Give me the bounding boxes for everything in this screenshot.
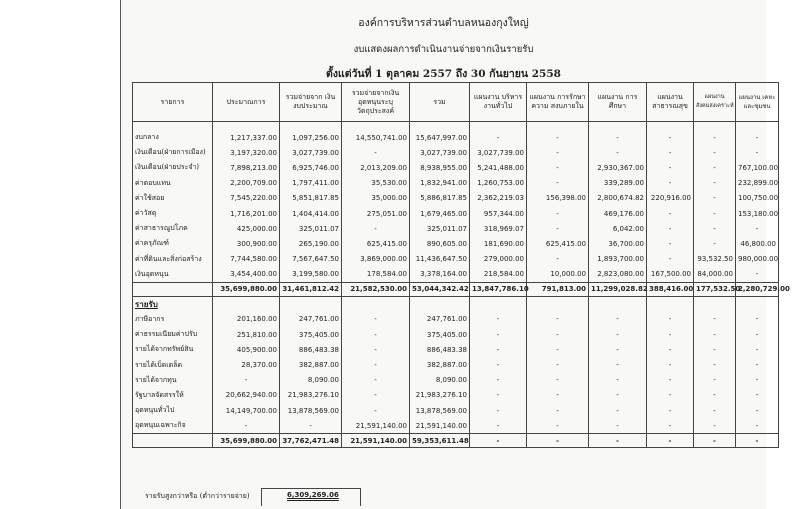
- cell-value: -: [589, 434, 647, 448]
- cell-value: 980,000.00: [736, 252, 779, 267]
- cell-value: 265,190.00: [280, 236, 342, 251]
- cell-value: 21,591,140.00: [342, 418, 410, 434]
- table-row: [133, 327, 779, 342]
- expense-section: [133, 122, 779, 283]
- report-title: งบแสดงผลการดำเนินงานจ่ายจากเงินรายรับ: [353, 44, 534, 55]
- cell-value: 14,149,700.00: [213, 403, 280, 418]
- cell-value: 2,823,080.00: [589, 267, 647, 283]
- cell-value: -: [736, 221, 779, 236]
- expense-total-row: [133, 282, 779, 296]
- cell-value: 251,810.00: [213, 327, 280, 342]
- cell-value: -: [647, 373, 694, 388]
- row-label: เงินเดือน(ฝ่ายการเมือง): [133, 145, 213, 160]
- row-label: ค่าวัสดุ: [133, 206, 213, 221]
- cell-value: -: [736, 342, 779, 357]
- row-label: [133, 434, 213, 448]
- cell-value: 21,983,276.10: [280, 388, 342, 403]
- cell-value: -: [589, 403, 647, 418]
- col-header: รายการ: [133, 83, 213, 122]
- cell-value: 31,461,812.42: [280, 282, 342, 296]
- cell-value: 382,887.00: [280, 357, 342, 372]
- cell-value: -: [527, 403, 589, 418]
- cell-value: -: [694, 403, 736, 418]
- row-label: ค่าครุภัณฑ์: [133, 236, 213, 251]
- table-row: [133, 145, 779, 160]
- cell-value: -: [342, 221, 410, 236]
- row-label: รายได้เบ็ดเตล็ด: [133, 357, 213, 372]
- cell-value: -: [527, 418, 589, 434]
- row-label: ค่าใช้สอย: [133, 191, 213, 206]
- cell-value: -: [470, 418, 527, 434]
- cell-value: -: [694, 357, 736, 372]
- cell-value: -: [280, 418, 342, 434]
- income-section-label: รายรับ: [135, 299, 158, 309]
- cell-value: -: [647, 145, 694, 160]
- cell-value: -: [647, 403, 694, 418]
- cell-value: -: [527, 357, 589, 372]
- cell-value: -: [589, 312, 647, 327]
- cell-value: -: [647, 418, 694, 434]
- cell-value: -: [342, 145, 410, 160]
- table-row: [133, 357, 779, 372]
- cell-value: 37,762,471.48: [280, 434, 342, 448]
- cell-value: -: [694, 191, 736, 206]
- cell-value: -: [342, 312, 410, 327]
- cell-value: -: [647, 206, 694, 221]
- cell-value: -: [342, 327, 410, 342]
- cell-value: 2,013,209.00: [342, 160, 410, 175]
- cell-value: 375,405.00: [410, 327, 470, 342]
- cell-value: 469,176.00: [589, 206, 647, 221]
- cell-value: -: [527, 176, 589, 191]
- cell-value: -: [589, 357, 647, 372]
- cell-value: 20,662,940.00: [213, 388, 280, 403]
- cell-value: -: [694, 373, 736, 388]
- cell-value: 21,983,276.10: [410, 388, 470, 403]
- cell-value: 318,969.07: [470, 221, 527, 236]
- row-label: ค่าที่ดินและสิ่งก่อสร้าง: [133, 252, 213, 267]
- report-sheet: [120, 0, 790, 509]
- cell-value: 767,100.00: [736, 160, 779, 175]
- cell-value: -: [736, 267, 779, 283]
- col-header: รวมจ่ายจากเงิน อุดหนุนระบุ วัตถุประสงค์: [342, 83, 410, 122]
- table-row: [133, 130, 779, 145]
- cell-value: 15,647,997.00: [410, 130, 470, 145]
- cell-value: 279,000.00: [470, 252, 527, 267]
- cell-value: 220,916.00: [647, 191, 694, 206]
- cell-value: 2,200,709.00: [213, 176, 280, 191]
- cell-value: -: [736, 312, 779, 327]
- col-header: แผนงาน เคหะและชุมชน: [736, 83, 779, 122]
- cell-value: -: [470, 357, 527, 372]
- cell-value: 53,044,342.42: [410, 282, 470, 296]
- cell-value: -: [470, 373, 527, 388]
- cell-value: 625,415.00: [342, 236, 410, 251]
- cell-value: -: [694, 176, 736, 191]
- cell-value: -: [694, 327, 736, 342]
- table-row: [133, 236, 779, 251]
- cell-value: 3,454,400.00: [213, 267, 280, 283]
- cell-value: 1,217,337.00: [213, 130, 280, 145]
- cell-value: 28,370.00: [213, 357, 280, 372]
- cell-value: -: [694, 312, 736, 327]
- cell-value: 1,893,700.00: [589, 252, 647, 267]
- table-row: [133, 206, 779, 221]
- row-label: [133, 282, 213, 296]
- spacer-row: [133, 122, 779, 131]
- cell-value: -: [527, 130, 589, 145]
- cell-value: -: [694, 418, 736, 434]
- cell-value: -: [694, 434, 736, 448]
- balance-value: 6,309,269.06: [287, 491, 339, 499]
- col-header: แผนงาน การรักษาความ สงบภายใน: [527, 83, 589, 122]
- cell-value: -: [694, 342, 736, 357]
- cell-value: 8,090.00: [410, 373, 470, 388]
- cell-value: -: [527, 342, 589, 357]
- cell-value: 7,744,580.00: [213, 252, 280, 267]
- table-row: [133, 388, 779, 403]
- cell-value: -: [470, 130, 527, 145]
- col-header: แผนงาน สังคมสงเคราะห์: [694, 83, 736, 122]
- cell-value: 6,925,746.00: [280, 160, 342, 175]
- cell-value: -: [342, 373, 410, 388]
- cell-value: -: [694, 388, 736, 403]
- cell-value: 167,500.00: [647, 267, 694, 283]
- cell-value: -: [589, 130, 647, 145]
- cell-value: 247,761.00: [280, 312, 342, 327]
- cell-value: 1,716,201.00: [213, 206, 280, 221]
- report-period: ตั้งแต่วันที่ 1 ตุลาคม 2557 ถึง 30 กันยายน 2558: [326, 68, 561, 80]
- cell-value: 5,241,488.00: [470, 160, 527, 175]
- table-row: [133, 403, 779, 418]
- cell-value: 35,699,880.00: [213, 282, 280, 296]
- table-row: [133, 418, 779, 434]
- cell-value: -: [736, 418, 779, 434]
- cell-value: 14,550,741.00: [342, 130, 410, 145]
- cell-value: 35,699,880.00: [213, 434, 280, 448]
- col-header: รวมจ่ายจาก เงินงบประมาณ: [280, 83, 342, 122]
- cell-value: 1,260,753.00: [470, 176, 527, 191]
- cell-value: -: [647, 342, 694, 357]
- cell-value: -: [470, 388, 527, 403]
- cell-value: 46,800.00: [736, 236, 779, 251]
- cell-value: -: [694, 130, 736, 145]
- col-header: แผนงาน การศึกษา: [589, 83, 647, 122]
- cell-value: 425,000.00: [213, 221, 280, 236]
- row-label: งบกลาง: [133, 130, 213, 145]
- cell-value: -: [736, 434, 779, 448]
- cell-value: -: [736, 357, 779, 372]
- cell-value: -: [647, 221, 694, 236]
- cell-value: 35,000.00: [342, 191, 410, 206]
- cell-value: -: [694, 236, 736, 251]
- cell-value: 3,027,739.00: [470, 145, 527, 160]
- cell-value: -: [470, 342, 527, 357]
- col-header: แผนงาน บริหารงานทั่วไป: [470, 83, 527, 122]
- col-header: ประมาณการ: [213, 83, 280, 122]
- cell-value: 886,483.38: [410, 342, 470, 357]
- cell-value: 3,197,320.00: [213, 145, 280, 160]
- row-label: เงินเดือน(ฝ่ายประจำ): [133, 160, 213, 175]
- cell-value: 11,299,028.82: [589, 282, 647, 296]
- cell-value: 247,761.00: [410, 312, 470, 327]
- row-label: รัฐบาลจัดสรรให้: [133, 388, 213, 403]
- cell-value: -: [647, 434, 694, 448]
- table-row: [133, 373, 779, 388]
- row-label: รายได้จากทุน: [133, 373, 213, 388]
- cell-value: 35,530.00: [342, 176, 410, 191]
- cell-value: 13,878,569.00: [410, 403, 470, 418]
- cell-value: -: [527, 327, 589, 342]
- cell-value: -: [589, 145, 647, 160]
- cell-value: -: [736, 403, 779, 418]
- cell-value: -: [647, 236, 694, 251]
- cell-value: -: [527, 434, 589, 448]
- cell-value: 1,097,256.00: [280, 130, 342, 145]
- cell-value: -: [589, 327, 647, 342]
- cell-value: 177,532.50: [694, 282, 736, 296]
- cell-value: 5,851,817.85: [280, 191, 342, 206]
- cell-value: 375,405.00: [280, 327, 342, 342]
- cell-value: 13,878,569.00: [280, 403, 342, 418]
- cell-value: 2,930,367.00: [589, 160, 647, 175]
- cell-value: 1,832,941.00: [410, 176, 470, 191]
- cell-value: 8,090.00: [280, 373, 342, 388]
- cell-value: 11,436,647.50: [410, 252, 470, 267]
- cell-value: -: [589, 388, 647, 403]
- cell-value: 13,847,786.10: [470, 282, 527, 296]
- row-label: เงินอุดหนุน: [133, 267, 213, 283]
- row-label: ค่าสาธารณูปโภค: [133, 221, 213, 236]
- cell-value: 232,899.00: [736, 176, 779, 191]
- cell-value: 791,813.00: [527, 282, 589, 296]
- cell-value: 1,404,414.00: [280, 206, 342, 221]
- cell-value: -: [342, 342, 410, 357]
- balance-row: [145, 491, 339, 502]
- cell-value: 1,679,465.00: [410, 206, 470, 221]
- cell-value: 10,000.00: [527, 267, 589, 283]
- row-label: อุดหนุนเฉพาะกิจ: [133, 418, 213, 434]
- cell-value: 6,042.00: [589, 221, 647, 236]
- table-row: [133, 176, 779, 191]
- cell-value: 275,051.00: [342, 206, 410, 221]
- table-row: [133, 342, 779, 357]
- cell-value: 957,344.00: [470, 206, 527, 221]
- cell-value: 218,584.00: [470, 267, 527, 283]
- cell-value: -: [527, 252, 589, 267]
- cell-value: -: [470, 403, 527, 418]
- cell-value: -: [527, 373, 589, 388]
- cell-value: -: [647, 388, 694, 403]
- cell-value: -: [736, 388, 779, 403]
- cell-value: -: [736, 145, 779, 160]
- cell-value: 181,690.00: [470, 236, 527, 251]
- org-name: องค์การบริหารส่วนตำบลหนองกุงใหญ่: [358, 17, 529, 29]
- cell-value: 3,869,000.00: [342, 252, 410, 267]
- cell-value: -: [342, 357, 410, 372]
- cell-value: 325,011.07: [410, 221, 470, 236]
- row-label: ภาษีอากร: [133, 312, 213, 327]
- cell-value: -: [527, 312, 589, 327]
- cell-value: -: [527, 145, 589, 160]
- cell-value: -: [527, 221, 589, 236]
- cell-value: -: [694, 221, 736, 236]
- cell-value: 2,800,674.82: [589, 191, 647, 206]
- cell-value: -: [694, 160, 736, 175]
- cell-value: 325,011.07: [280, 221, 342, 236]
- cell-value: 7,567,647.50: [280, 252, 342, 267]
- table-row: [133, 221, 779, 236]
- cell-value: -: [527, 160, 589, 175]
- cell-value: -: [647, 160, 694, 175]
- cell-value: -: [647, 357, 694, 372]
- cell-value: 59,353,611.48: [410, 434, 470, 448]
- cell-value: 625,415.00: [527, 236, 589, 251]
- balance-label: รายรับสูงกว่าหรือ (ต่ำกว่ารายจ่าย): [145, 492, 250, 500]
- cell-value: -: [647, 327, 694, 342]
- cell-value: 405,900.00: [213, 342, 280, 357]
- cell-value: -: [647, 130, 694, 145]
- cell-value: 7,898,213.00: [213, 160, 280, 175]
- cell-value: 21,591,140.00: [410, 418, 470, 434]
- table-row: [133, 267, 779, 283]
- cell-value: -: [647, 312, 694, 327]
- income-total-row: [133, 434, 779, 448]
- cell-value: 890,605.00: [410, 236, 470, 251]
- cell-value: -: [527, 388, 589, 403]
- report-table: [132, 82, 790, 448]
- income-section-header: [133, 296, 779, 312]
- cell-value: 84,000.00: [694, 267, 736, 283]
- row-label: รายได้จากทรัพย์สิน: [133, 342, 213, 357]
- cell-value: -: [589, 418, 647, 434]
- cell-value: 36,700.00: [589, 236, 647, 251]
- row-label: ค่าธรรมเนียมค่าปรับ: [133, 327, 213, 342]
- cell-value: 2,362,219.03: [470, 191, 527, 206]
- cell-value: 21,582,530.00: [342, 282, 410, 296]
- cell-value: 1,797,411.00: [280, 176, 342, 191]
- row-label: อุดหนุนทั่วไป: [133, 403, 213, 418]
- table-header-row: [133, 83, 779, 122]
- cell-value: 156,398.00: [527, 191, 589, 206]
- cell-value: -: [342, 388, 410, 403]
- cell-value: -: [736, 327, 779, 342]
- cell-value: 153,180.00: [736, 206, 779, 221]
- cell-value: 3,378,164.00: [410, 267, 470, 283]
- cell-value: 7,545,220.00: [213, 191, 280, 206]
- cell-value: 201,160.00: [213, 312, 280, 327]
- cell-value: 300,900.00: [213, 236, 280, 251]
- cell-value: 5,886,817.85: [410, 191, 470, 206]
- cell-value: 382,887.00: [410, 357, 470, 372]
- cell-value: -: [647, 252, 694, 267]
- table-row: [133, 191, 779, 206]
- cell-value: 100,750.00: [736, 191, 779, 206]
- income-section: [133, 312, 779, 434]
- cell-value: -: [694, 145, 736, 160]
- cell-value: -: [213, 373, 280, 388]
- cell-value: 3,027,739.00: [410, 145, 470, 160]
- cell-value: 3,199,580.00: [280, 267, 342, 283]
- cell-value: -: [589, 373, 647, 388]
- table-row: [133, 312, 779, 327]
- table-row: [133, 160, 779, 175]
- cell-value: -: [694, 206, 736, 221]
- row-label: ค่าตอบแทน: [133, 176, 213, 191]
- cell-value: 2,280,729.00: [736, 282, 779, 296]
- cell-value: 3,027,739.00: [280, 145, 342, 160]
- cell-value: 93,532.50: [694, 252, 736, 267]
- cell-value: -: [470, 327, 527, 342]
- cell-value: 21,591,140.00: [342, 434, 410, 448]
- cell-value: -: [736, 130, 779, 145]
- table-row: [133, 252, 779, 267]
- cell-value: -: [342, 403, 410, 418]
- cell-value: 8,938,955.00: [410, 160, 470, 175]
- col-header: รวม: [410, 83, 470, 122]
- cell-value: 339,289.00: [589, 176, 647, 191]
- cell-value: -: [470, 312, 527, 327]
- cell-value: -: [589, 342, 647, 357]
- cell-value: -: [470, 434, 527, 448]
- cell-value: -: [527, 206, 589, 221]
- cell-value: -: [647, 176, 694, 191]
- cell-value: 388,416.00: [647, 282, 694, 296]
- cell-value: 886,483.38: [280, 342, 342, 357]
- cell-value: -: [736, 373, 779, 388]
- cell-value: 178,584.00: [342, 267, 410, 283]
- cell-value: -: [213, 418, 280, 434]
- col-header: แผนงาน สาธารณสุข: [647, 83, 694, 122]
